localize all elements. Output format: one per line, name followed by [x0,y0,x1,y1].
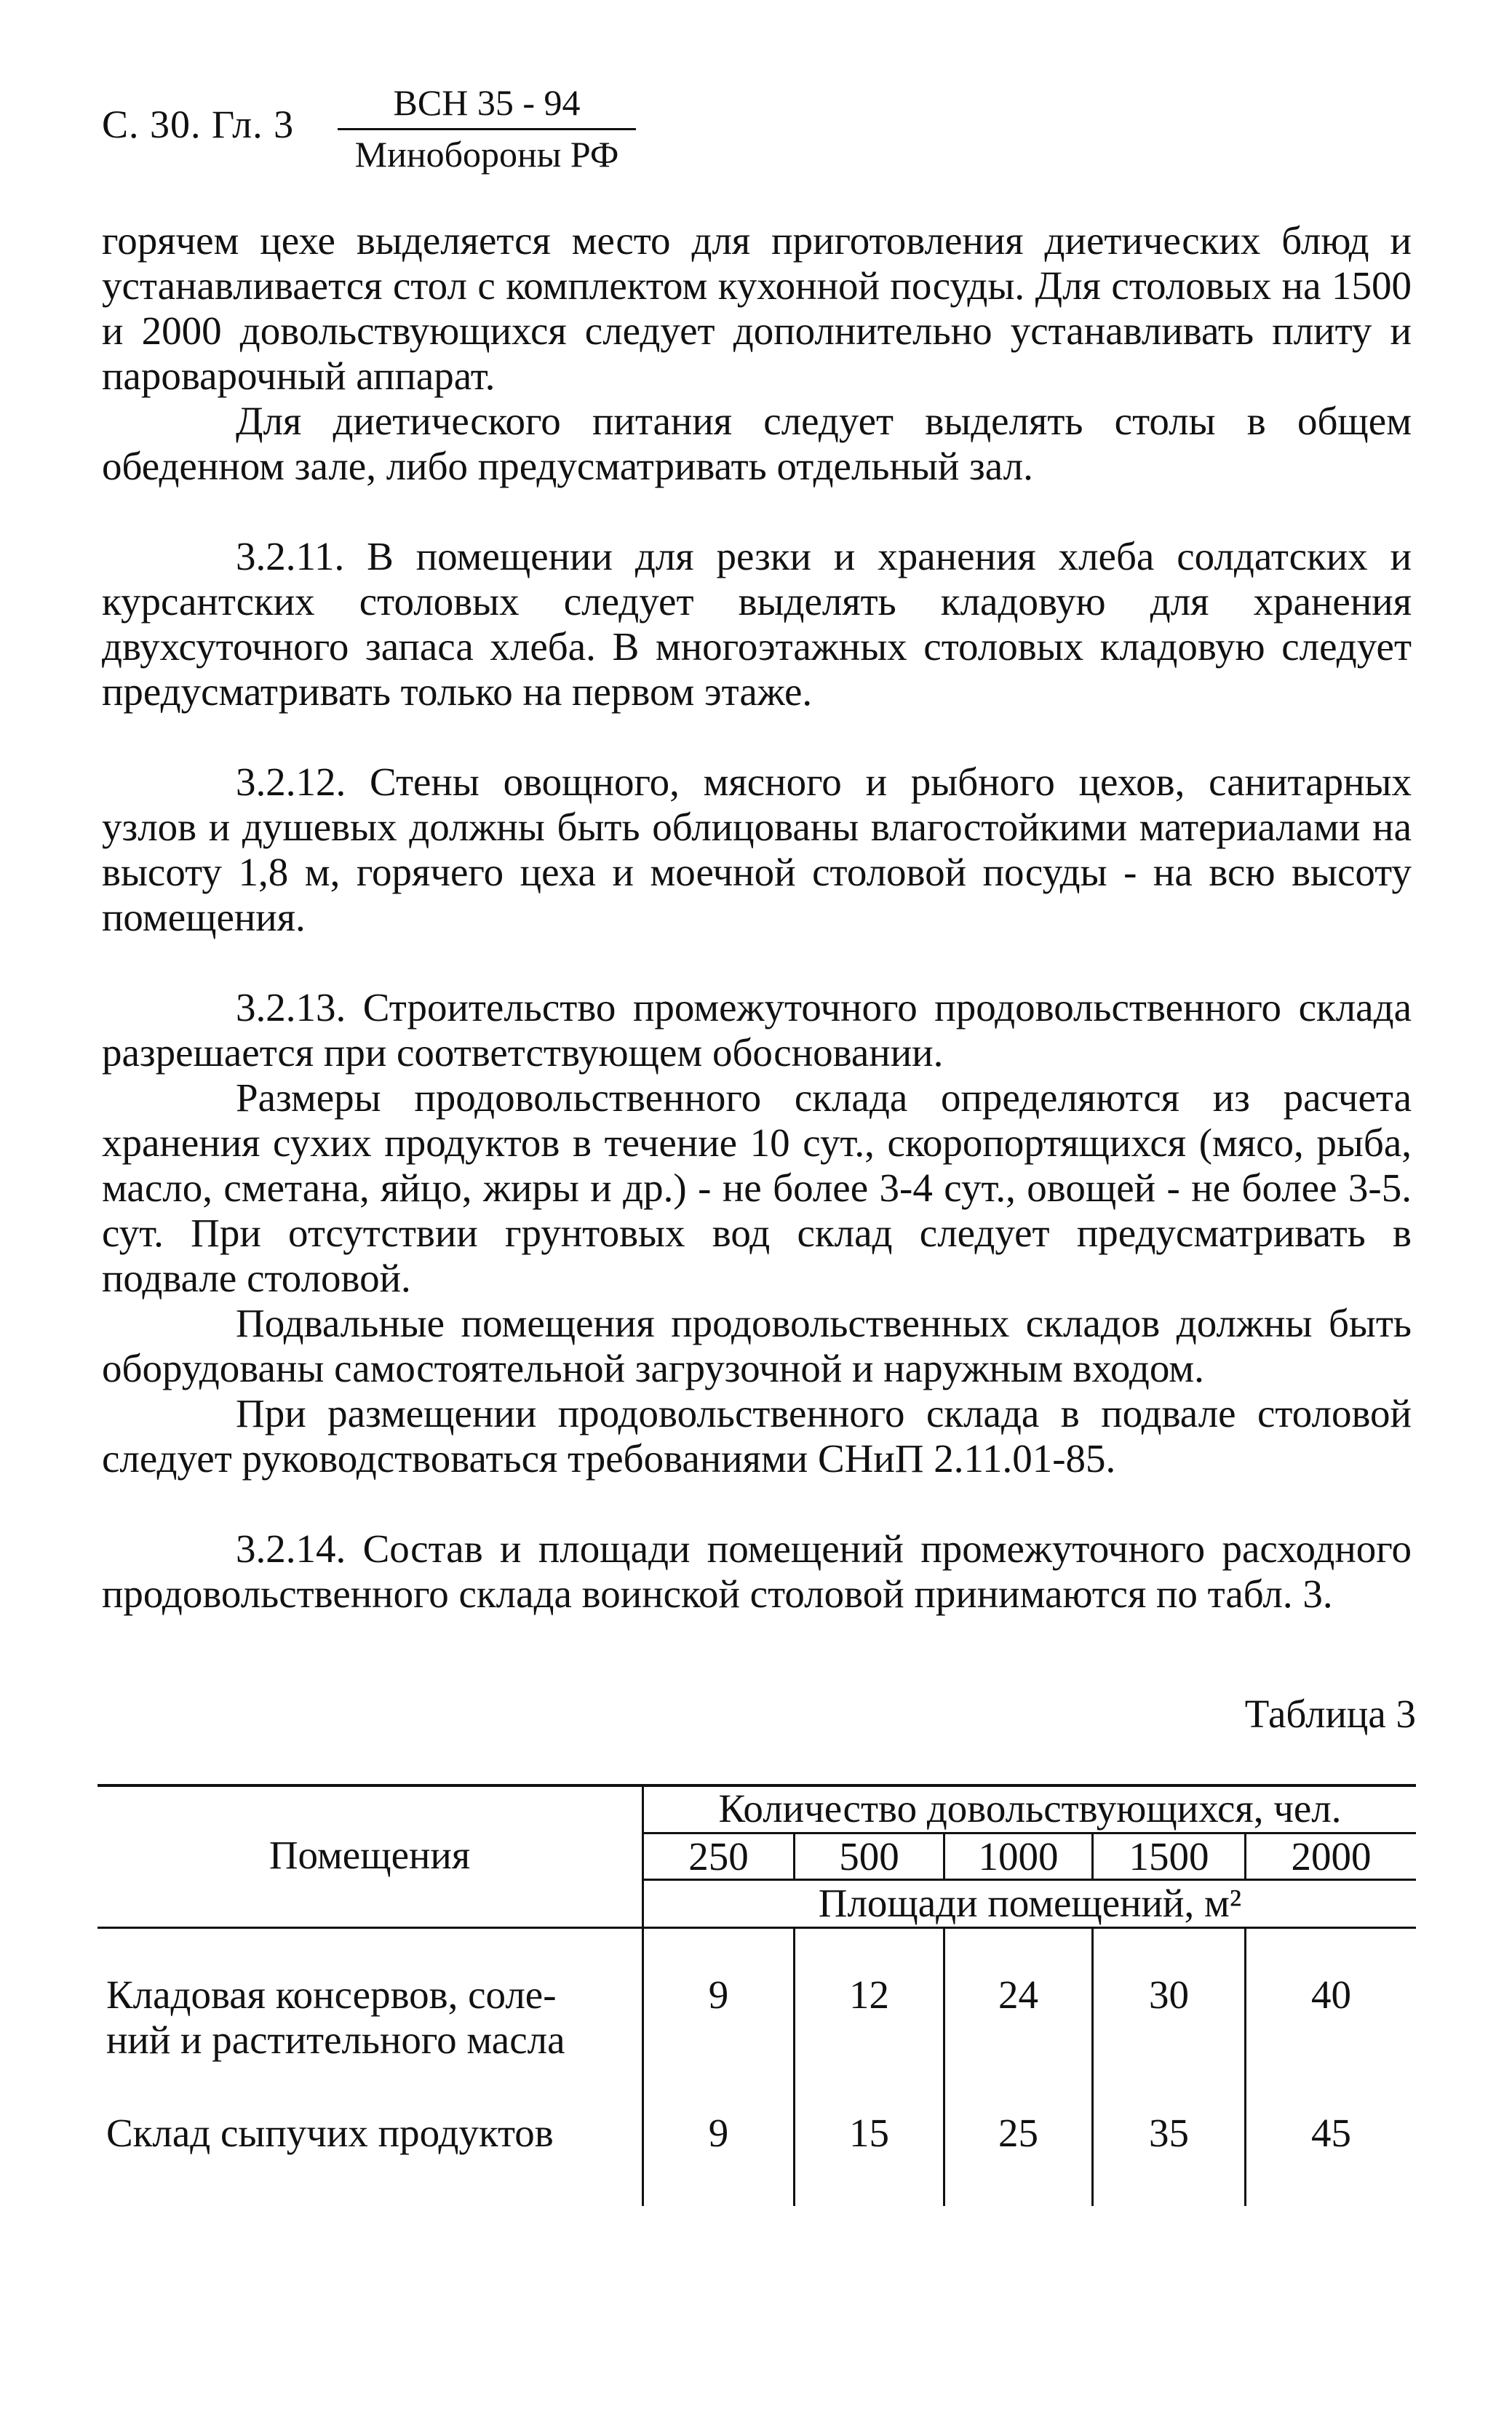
paragraph: Для диетического питания следует выделять столы в общем обеденном зале, либо предусматривать отдельный зал. [102,399,1412,488]
count-header: 2000 [1291,1834,1372,1879]
table-cell: 9 [708,1972,729,2017]
paragraph-3-2-14: 3.2.14. Состав и площади помещений промежуточного расходного продовольственного склада воинской столовой принимаются по табл. 3. [102,1526,1412,1616]
paragraph: При размещении продовольственного склада в подвале столовой следует руководствоваться требованиями СНиП 2.11.01-85. [102,1391,1412,1481]
table-cell: 40 [1311,1972,1351,2017]
group-header-count: Количество довольствующихся, чел. [718,1786,1342,1831]
paragraph: горячем цехе выделяется место для приготовления диетических блюд и устанавливается стол с комплектом кухонной посуды. Для столовых на 1500 и 2000 довольствующихся следует дополнительно устанавливать плиту и пароварочный аппарат. [102,218,1412,398]
table-cell: 45 [1311,2111,1351,2155]
page-reference: С. 30. Гл. 3 [102,103,295,146]
row-name: Склад сыпучих продуктов [106,2111,554,2155]
table-rule [793,1927,795,2206]
table-cell: 35 [1149,2111,1189,2155]
table-rule [1244,1927,1246,2206]
table-header-rule [98,1927,1416,1929]
count-header: 250 [688,1834,749,1879]
paragraph-3-2-11: 3.2.11. В помещении для резки и хранения хлеба солдатских и курсантских столовых следует выделять кладовую для хранения двухсуточного запаса хлеба. В многоэтажных столовых кладовую следует предусматривать только на первом этаже. [102,534,1412,714]
table-caption: Таблица 3 [1244,1692,1416,1736]
count-header: 500 [839,1834,899,1879]
table-cell: 15 [849,2111,889,2155]
paragraph-3-2-12: 3.2.12. Стены овощного, мясного и рыбного цехов, санитарных узлов и душевых должны быть облицованы влагостойкими материалами на высоту 1,8 м, горячего цеха и моечной столовой посуды - на всю высоту помещения. [102,760,1412,939]
count-header: 1500 [1129,1834,1209,1879]
table-rule [943,1927,945,2206]
document-code: ВСН 35 - 94 [338,81,636,130]
document-organization: Минобороны РФ [354,134,619,175]
paragraph: Подвальные помещения продовольственных складов должны быть оборудованы самостоятельной загрузочной и наружным входом. [102,1301,1412,1390]
body-text [102,218,1412,1617]
table-cell: 24 [998,1972,1038,2017]
count-header: 1000 [978,1834,1059,1879]
unit-header: Площади помещений, м² [818,1881,1242,1925]
table-rule [1091,1927,1094,2206]
row-name: Кладовая консервов, соле- [106,1972,557,2017]
paragraph: Размеры продовольственного склада определяются из расчета хранения сухих продуктов в течение 10 сут., скоропортящихся (мясо, рыба, масло, сметана, яйцо, жиры и др.) - не более 3-4 сут., овощей - не более 3-5. сут. При отсутствии грунтовых вод склад следует предусматривать в подвале столовой. [102,1075,1412,1300]
table-cell: 9 [708,2111,729,2155]
table-cell: 25 [998,2111,1038,2155]
table-cell: 30 [1149,1972,1189,2017]
row-name: ний и растительного масла [106,2018,565,2062]
table-cell: 12 [849,1972,889,2017]
table-3 [98,1784,1416,2206]
column-header-rooms: Помещения [268,1833,471,1877]
document-code-block [338,81,636,175]
paragraph-3-2-13: 3.2.13. Строительство промежуточного продовольственного склада разрешается при соответствующем обосновании. [102,985,1412,1075]
